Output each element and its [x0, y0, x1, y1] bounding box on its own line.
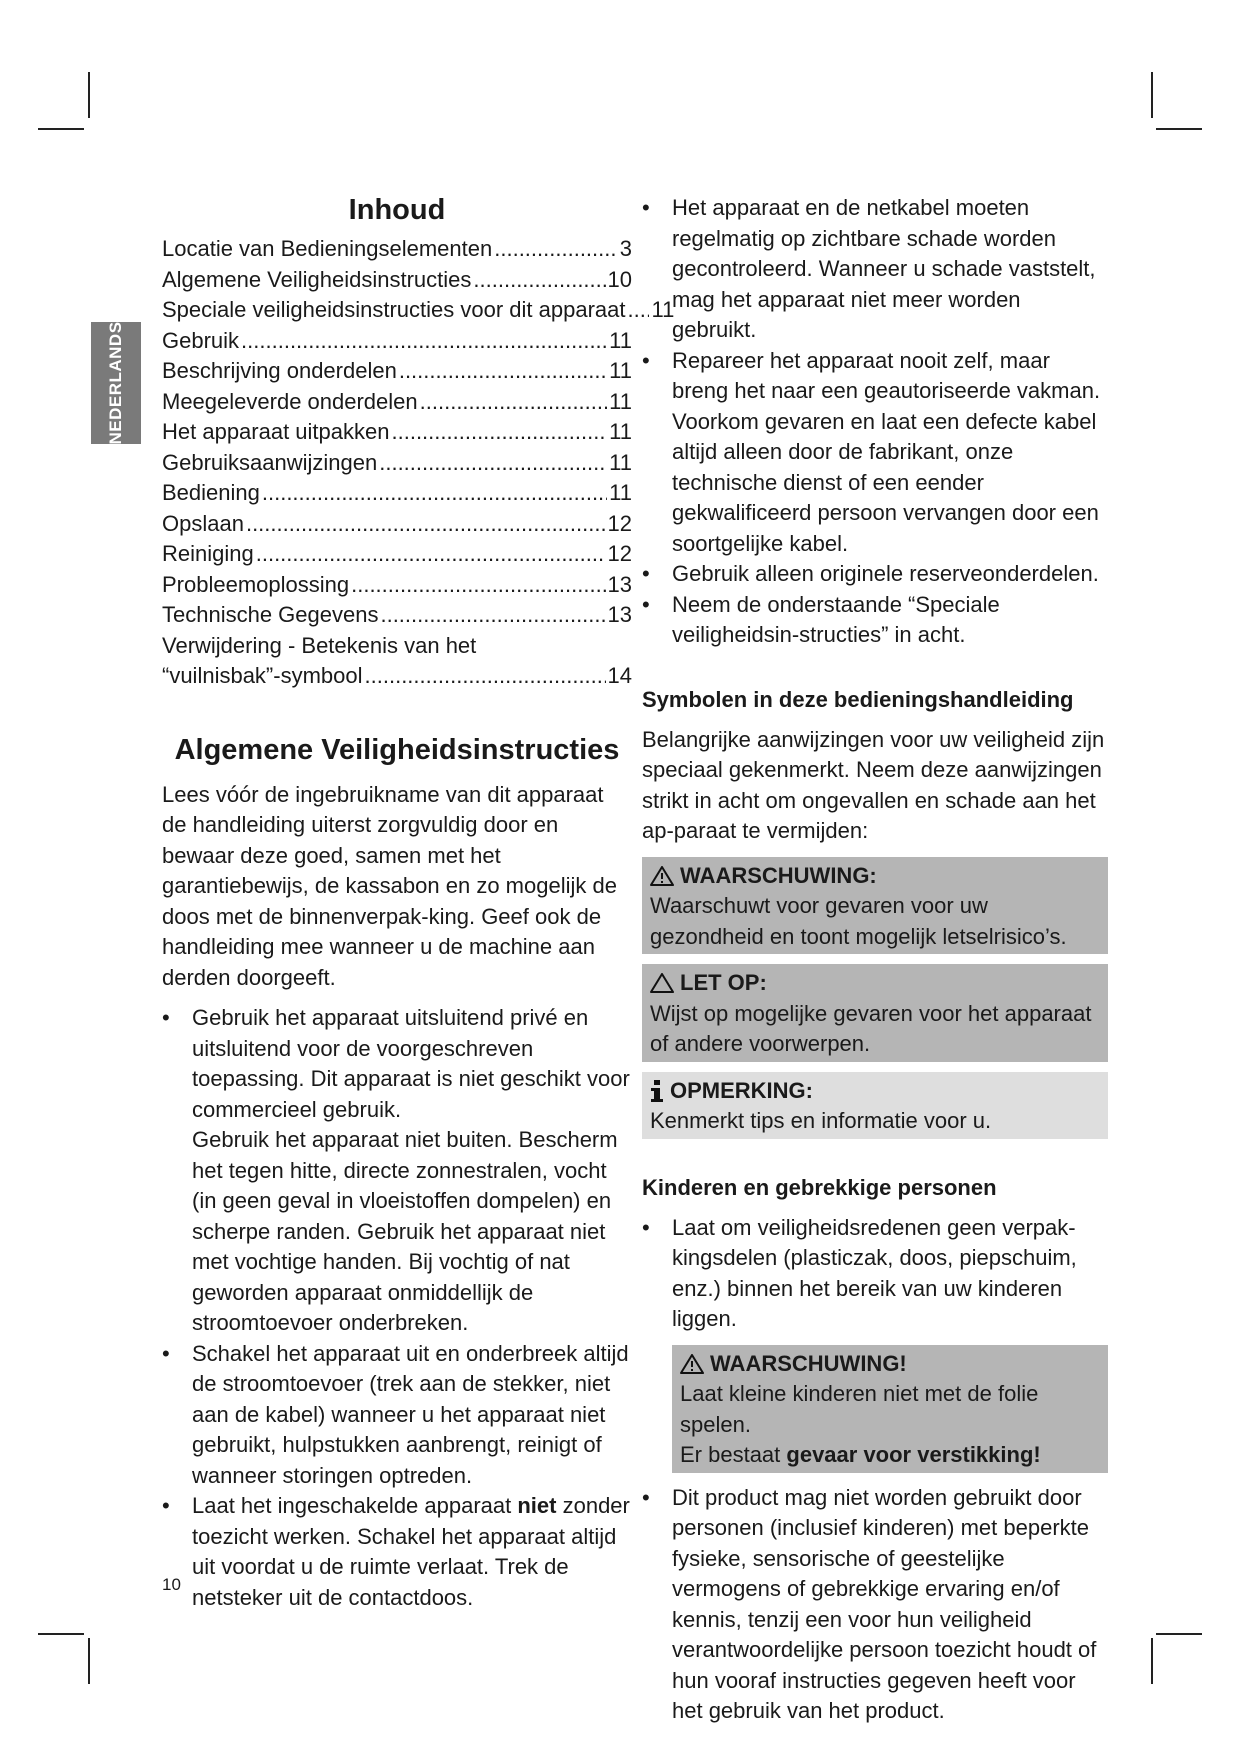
child-warning-line2: Er bestaat gevaar voor verstikking!	[680, 1442, 1041, 1467]
info-icon	[650, 1080, 664, 1102]
child-warning-title: WAARSCHUWING!	[710, 1350, 907, 1376]
toc-entry: Technische Gegevens ..... 13	[162, 600, 632, 631]
crop-mark	[1151, 72, 1153, 118]
child-warning-box	[672, 1345, 1108, 1473]
note-text: Kenmerkt tips en informatie voor u.	[650, 1108, 992, 1133]
child-warning-line1: Laat kleine kinderen niet met de folie spelen.	[680, 1381, 1039, 1437]
toc-entry: Opslaan ..... 12	[162, 509, 632, 540]
left-column	[162, 190, 675, 1613]
caution-triangle-icon	[650, 973, 674, 993]
list-item: • Laat om veiligheidsredenen geen verpak-kingsdelen (plasticzak, doos, piepschuim, enz.) binnen het bereik van uw kinderen liggen.	[642, 1213, 1108, 1335]
toc-entry: Gebruik ..... 11	[162, 326, 632, 357]
toc-title: Inhoud	[348, 194, 446, 226]
general-intro: Lees vóór de ingebruikname van dit apparaat de handleiding uiterst zorgvuldig door en bewaar deze goed, samen met het garantiebewijs, de kassabon en zo mogelijk de doos met de binnenverpak-king. Geef ook de handleiding mee wanneer u de machine aan derden doorgeeft.	[162, 781, 617, 990]
crop-mark	[38, 1633, 84, 1635]
children-list	[642, 1213, 1108, 1335]
list-item: • Schakel het apparaat uit en onderbreek altijd de stroomtoevoer (trek aan de stekker, niet aan de kabel) wanneer u het apparaat niet gebruikt, hulpstukken aanbrengt, reinigt of wanneer storingen optreden.	[162, 1339, 632, 1492]
general-safety-list-continued	[642, 193, 1108, 651]
crop-mark	[1156, 1633, 1202, 1635]
toc-entry: Reiniging ..... 12	[162, 539, 632, 570]
toc-entry: Gebruiksaanwijzingen ..... 11	[162, 448, 632, 479]
note-box	[642, 1072, 1108, 1139]
warning-triangle-icon	[680, 1354, 704, 1374]
toc-entry: Algemene Veiligheidsinstructies ..... 10	[162, 265, 632, 296]
list-item: • Gebruik alleen originele reserveonderdelen.	[642, 559, 1108, 590]
toc-entry: Beschrijving onderdelen ..... 11	[162, 356, 632, 387]
toc-entry: Verwijdering - Betekenis van het “vuilnisbak”-symbool ..... 14	[162, 631, 632, 692]
warning-triangle-icon	[650, 866, 674, 886]
children-list-continued	[642, 1483, 1108, 1727]
warning-text: Waarschuwt voor gevaren voor uw gezondheid en toont mogelijk letselrisico’s.	[650, 893, 1067, 949]
caution-text: Wijst op mogelijke gevaren voor het apparaat of andere voorwerpen.	[650, 1000, 1092, 1056]
crop-mark	[1151, 1638, 1153, 1684]
crop-mark	[88, 1638, 90, 1684]
list-item: • Laat het ingeschakelde apparaat niet zonder toezicht werken. Schakel het apparaat altijd uit voordat u de ruimte verlaat. Trek de netsteker uit de contactdoos.	[162, 1491, 632, 1613]
toc-entry: Probleemoplossing ..... 13	[162, 570, 632, 601]
table-of-contents	[162, 234, 675, 692]
section-heading-general-safety: Algemene Veiligheidsinstructies	[174, 733, 620, 766]
section-heading-children: Kinderen en gebrekkige personen	[642, 1174, 997, 1200]
caution-box	[642, 964, 1108, 1062]
list-item: • Dit product mag niet worden gebruikt door personen (inclusief kinderen) met beperkte fysieke, sensorische of geestelijke vermogens of gebrekkige ervaring en/of kennis, tenzij een voor hun veiligheid verantwoordelijke persoon toezicht houdt of hun vooraf instructies gegeven heeft voor het gebruik van het product.	[642, 1483, 1108, 1727]
crop-mark	[1156, 128, 1202, 130]
language-tab	[91, 322, 141, 444]
list-item: • Repareer het apparaat nooit zelf, maar breng het naar een geautoriseerde vakman. Voorkom gevaren en laat een defecte kabel altijd alleen door de fabrikant, onze technische dienst of een eender gekwalificeerd persoon vervangen door een soortgelijke kabel.	[642, 346, 1108, 560]
warning-title: WAARSCHUWING:	[680, 862, 877, 888]
toc-entry: Speciale veiligheidsinstructies voor dit apparaat ..... 11	[162, 295, 632, 326]
symbols-intro: Belangrijke aanwijzingen voor uw veiligheid zijn speciaal gekenmerkt. Neem deze aanwijzingen strikt in acht om ongevallen en schade aan het ap-paraat te vermijden:	[642, 726, 1105, 843]
section-heading-symbols: Symbolen in deze bedieningshandleiding	[642, 686, 1074, 712]
note-title: OPMERKING:	[670, 1077, 813, 1103]
crop-mark	[88, 72, 90, 118]
toc-entry: Meegeleverde onderdelen ..... 11	[162, 387, 632, 418]
right-column	[642, 193, 1108, 1727]
caution-title: LET OP:	[680, 970, 767, 995]
warning-box	[642, 857, 1108, 955]
language-tab-label: NEDERLANDS	[106, 321, 125, 445]
general-safety-list	[162, 1003, 632, 1613]
toc-entry: Het apparaat uitpakken ..... 11	[162, 417, 632, 448]
list-item: • Gebruik het apparaat uitsluitend privé en uitsluitend voor de voorgeschreven toepassing. Dit apparaat is niet geschikt voor commercieel gebruik. Gebruik het apparaat niet buiten. Bescherm het tegen hitte, directe zonnestralen, vocht (in geen geval in vloeistoffen dompelen) en scherpe randen. Gebruik het apparaat niet met vochtige handen. Bij vochtig of nat geworden apparaat onmiddellijk de stroomtoevoer onderbreken.	[162, 1003, 632, 1339]
page-number: 10	[162, 1575, 181, 1594]
toc-entry: Locatie van Bedieningselementen ..... 3	[162, 234, 632, 265]
crop-mark	[38, 128, 84, 130]
list-item: • Het apparaat en de netkabel moeten regelmatig op zichtbare schade worden gecontroleerd. Wanneer u schade vaststelt, mag het apparaat niet meer worden gebruikt.	[642, 193, 1108, 346]
list-item: • Neem de onderstaande “Speciale veiligheidsin-structies” in acht.	[642, 590, 1108, 651]
toc-entry: Bediening ..... 11	[162, 478, 632, 509]
